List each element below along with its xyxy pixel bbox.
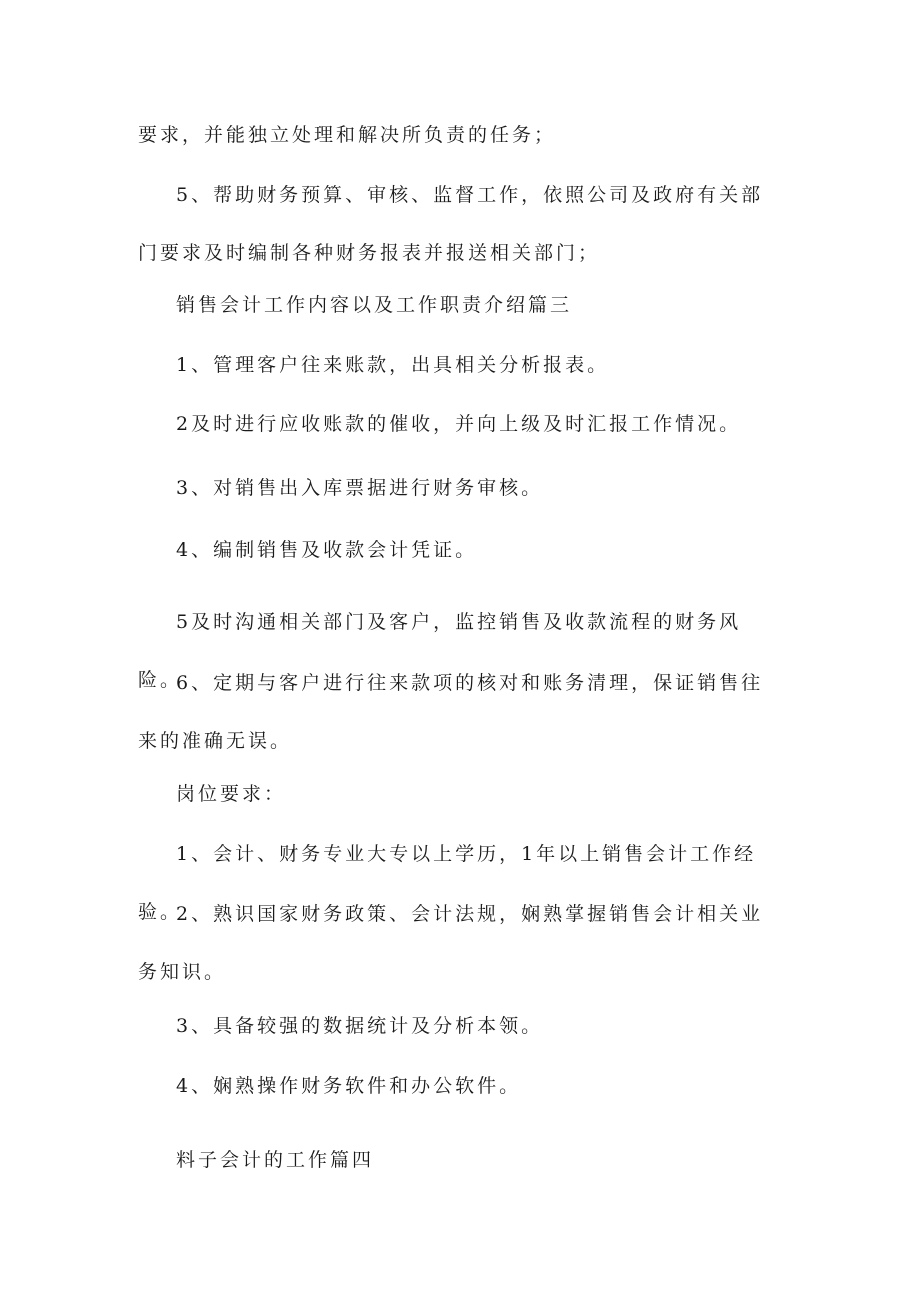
paragraph-item-4: 4、编制销售及收款会计凭证。 bbox=[176, 539, 478, 561]
requirement-item-2: 2、熟识国家财务政策、会计法规，娴熟掌握销售会计相关业务知识。 bbox=[138, 903, 764, 983]
paragraph-item-1: 1、管理客户往来账款，出具相关分析报表。 bbox=[176, 354, 610, 376]
requirement-item-4: 4、娴熟操作财务软件和办公软件。 bbox=[176, 1075, 522, 1097]
paragraph-item-6: 6、定期与客户进行往来款项的核对和账务清理，保证销售往来的准确无误。 bbox=[138, 672, 764, 752]
section-heading-part-3: 销售会计工作内容以及工作职责介绍篇三 bbox=[176, 294, 573, 316]
requirement-item-3: 3、具备较强的数据统计及分析本领。 bbox=[176, 1015, 544, 1037]
paragraph-item-3: 3、对销售出入库票据进行财务审核。 bbox=[176, 477, 544, 499]
paragraph-item-5: 5及时沟通相关部门及客户，监控销售及收款流程的财务风险。 bbox=[138, 611, 742, 691]
paragraph-item-2: 2及时进行应收账款的催收，并向上级及时汇报工作情况。 bbox=[176, 413, 742, 435]
paragraph-continuation: 要求，并能独立处理和解决所负责的任务； bbox=[138, 124, 557, 146]
section-heading-requirements: 岗位要求： bbox=[176, 783, 287, 805]
section-heading-part-4: 料子会计的工作篇四 bbox=[176, 1149, 375, 1171]
paragraph-item-5-budget: 5、帮助财务预算、审核、监督工作，依照公司及政府有关部门要求及时编制各种财务报表并报送相关部门； bbox=[138, 184, 764, 264]
requirement-item-1: 1、会计、财务专业大专以上学历，1年以上销售会计工作经验。 bbox=[138, 843, 757, 923]
